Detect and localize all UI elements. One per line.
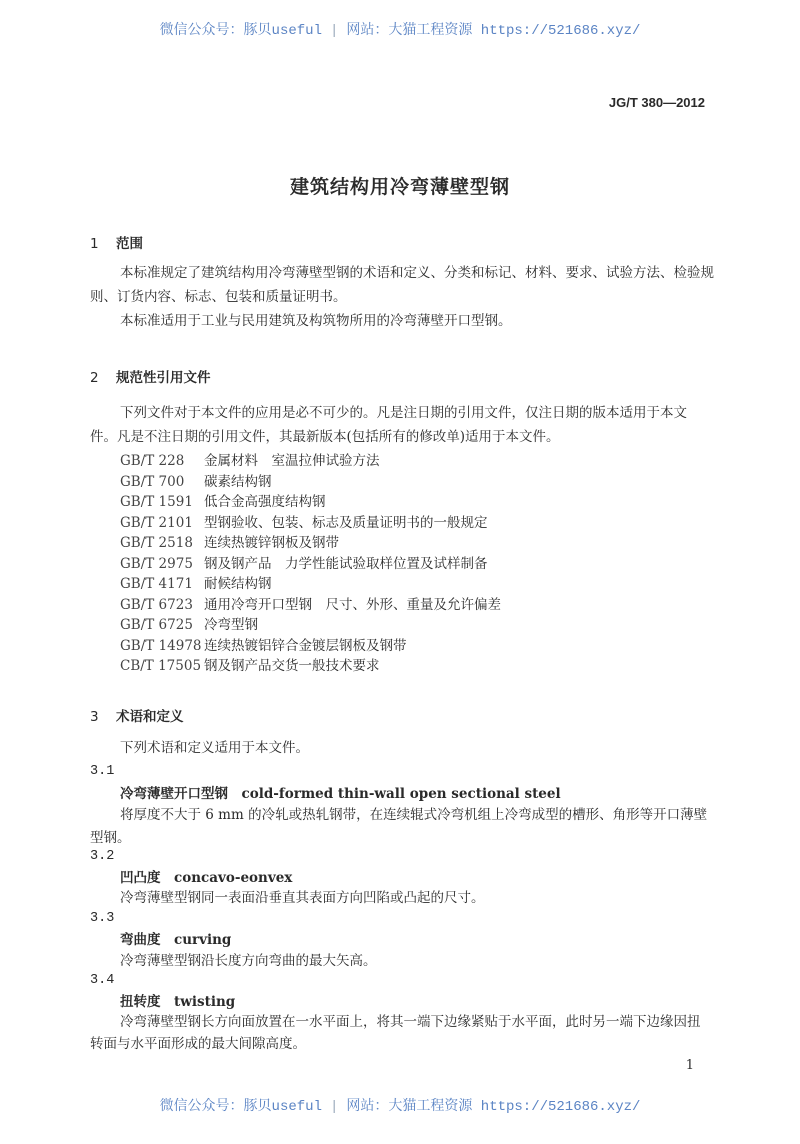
reference-code: GB/T 228 <box>120 453 185 469</box>
reference-item <box>120 534 339 552</box>
reference-code: GB/T 2518 <box>120 535 193 551</box>
reference-code: GB/T 6725 <box>120 617 193 633</box>
watermark-site: 网站：大猫工程资源 https://521686.xyz/ <box>346 1099 641 1115</box>
reference-item <box>120 575 272 593</box>
term-zh: 扭转度 <box>120 994 161 1010</box>
reference-title: 低合金高强度结构钢 <box>204 494 326 510</box>
term-en: curving <box>174 932 232 948</box>
reference-item <box>120 616 258 634</box>
reference-title: 耐候结构钢 <box>204 576 272 592</box>
reference-code: GB/T 4171 <box>120 576 193 592</box>
document-title: 建筑结构用冷弯薄壁型钢 <box>289 176 510 198</box>
reference-code: GB/T 700 <box>120 473 185 490</box>
reference-title: 连续热镀锌钢板及钢带 <box>204 535 339 551</box>
term-en: cold-formed thin-wall open sectional steel <box>241 786 561 802</box>
term-definition: 转面与水平面形成的最大间隙高度。 <box>90 1036 306 1052</box>
section-heading <box>90 235 143 253</box>
term-number: 3.4 <box>90 973 115 988</box>
term-definition: 将厚度不大于 6 mm 的冷轧或热轧钢带，在连续辊式冷弯机组上冷弯成型的槽形、角形等开口薄壁 <box>120 807 708 823</box>
term-heading <box>120 869 292 887</box>
reference-code: GB/T 1591 <box>120 494 193 510</box>
term-en: twisting <box>174 994 236 1010</box>
reference-title: 冷弯型钢 <box>204 617 258 633</box>
term-heading <box>120 931 231 949</box>
paragraph-line: 下列文件对于本文件的应用是必不可少的。凡是注日期的引用文件，仅注日期的版本适用于本文 <box>120 405 687 421</box>
reference-title: 碳素结构钢 <box>204 473 272 490</box>
term-zh: 冷弯薄壁开口型钢 <box>120 786 228 802</box>
watermark-site: 网站：大猫工程资源 https://521686.xyz/ <box>346 23 641 39</box>
reference-title: 型钢验收、包装、标志及质量证明书的一般规定 <box>204 514 488 531</box>
term-definition: 冷弯薄壁型钢长方向面放置在一水平面上，将其一端下边缘紧贴于水平面，此时另一端下边缘因扭 <box>120 1014 701 1030</box>
watermark-bottom <box>0 1095 800 1115</box>
term-zh: 弯曲度 <box>120 932 161 948</box>
reference-title: 连续热镀铝锌合金镀层钢板及钢带 <box>204 637 407 654</box>
term-definition: 冷弯薄壁型钢同一表面沿垂直其表面方向凹陷或凸起的尺寸。 <box>120 890 485 906</box>
watermark-separator: | <box>329 23 339 39</box>
term-number: 3.2 <box>90 849 115 864</box>
reference-code: CB/T 17505 <box>120 658 202 674</box>
reference-item <box>120 555 488 573</box>
section-heading <box>90 708 184 726</box>
paragraph-line: 本标准适用于工业与民用建筑及构筑物所用的冷弯薄壁开口型钢。 <box>120 313 512 329</box>
watermark-top <box>0 19 800 39</box>
reference-item <box>120 657 380 675</box>
paragraph-line: 件。凡是不注日期的引用文件，其最新版本(包括所有的修改单)适用于本文件。 <box>90 429 560 445</box>
paragraph-line: 本标准规定了建筑结构用冷弯薄壁型钢的术语和定义、分类和标记、材料、要求、试验方法、检验规 <box>120 265 714 281</box>
section-title: 规范性引用文件 <box>116 370 211 386</box>
section-number: 1 <box>90 236 99 252</box>
section-title: 术语和定义 <box>116 709 184 725</box>
reference-title: 通用冷弯开口型钢 尺寸、外形、重量及允许偏差 <box>204 596 501 613</box>
section-title: 范围 <box>116 236 143 252</box>
reference-title: 钢及钢产品 力学性能试验取样位置及试样制备 <box>204 555 488 572</box>
watermark-wechat: 微信公众号：豚贝useful <box>159 23 322 39</box>
reference-item <box>120 473 272 491</box>
reference-title: 钢及钢产品交货一般技术要求 <box>204 658 380 674</box>
reference-item <box>120 637 407 655</box>
standard-code: JG/T 380—2012 <box>608 95 705 110</box>
reference-item <box>120 514 488 532</box>
reference-item <box>120 452 380 470</box>
paragraph-line: 则、订货内容、标志、包装和质量证明书。 <box>90 289 347 305</box>
reference-code: GB/T 2975 <box>120 555 193 572</box>
term-heading <box>120 993 235 1011</box>
term-definition: 型钢。 <box>90 830 131 846</box>
reference-code: GB/T 6723 <box>120 596 193 613</box>
watermark-wechat: 微信公众号：豚贝useful <box>159 1099 322 1115</box>
reference-title: 金属材料 室温拉伸试验方法 <box>204 453 380 469</box>
page-number: 1 <box>685 1058 694 1073</box>
term-number: 3.3 <box>90 911 115 926</box>
term-en: concavo-eonvex <box>174 870 293 886</box>
watermark-separator: | <box>329 1099 339 1115</box>
reference-code: GB/T 14978 <box>120 637 202 654</box>
section-heading <box>90 369 211 387</box>
term-number: 3.1 <box>90 764 115 779</box>
reference-item <box>120 493 326 511</box>
section-number: 3 <box>90 709 99 725</box>
term-zh: 凹凸度 <box>120 870 161 886</box>
term-heading <box>120 785 561 803</box>
reference-code: GB/T 2101 <box>120 514 193 531</box>
term-definition: 冷弯薄壁型钢沿长度方向弯曲的最大矢高。 <box>120 953 377 969</box>
reference-item <box>120 596 501 614</box>
paragraph-line: 下列术语和定义适用于本文件。 <box>120 740 309 756</box>
section-number: 2 <box>90 370 99 386</box>
